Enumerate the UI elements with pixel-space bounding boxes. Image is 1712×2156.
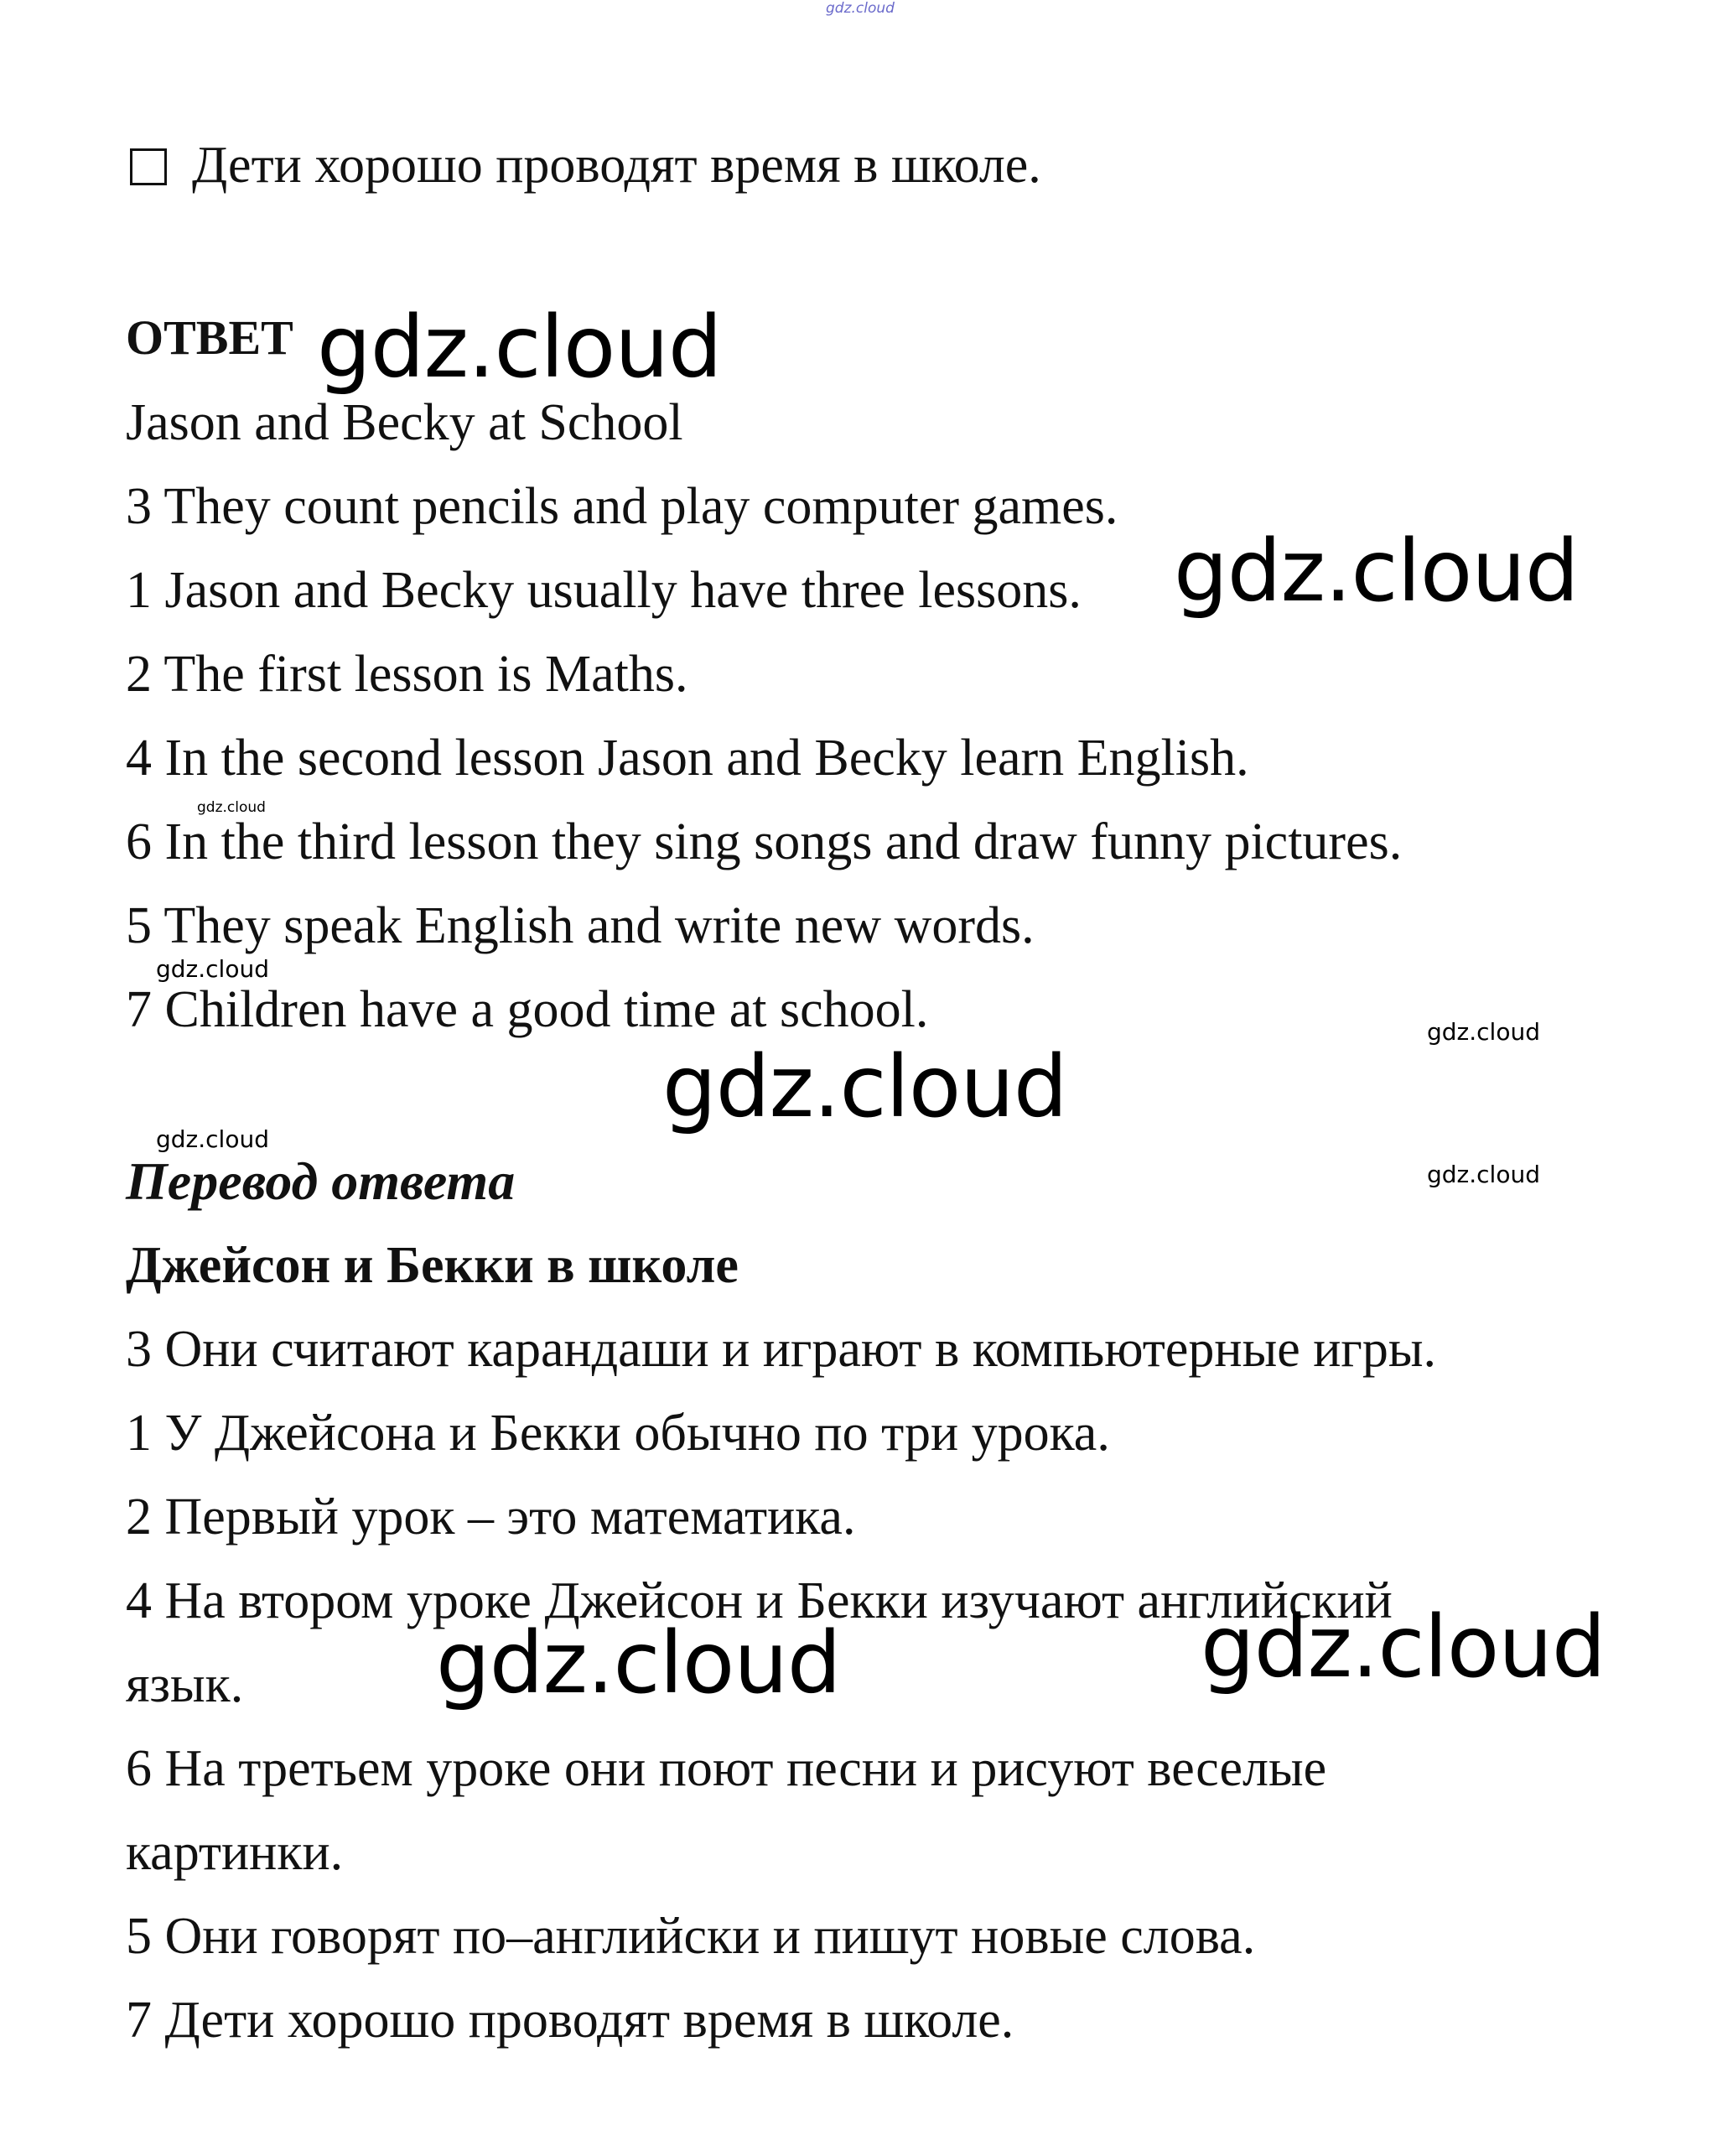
task-checkbox-line bbox=[130, 134, 1041, 196]
watermark-top: gdz.cloud bbox=[826, 0, 895, 17]
watermark-tiny: gdz.cloud bbox=[197, 799, 266, 816]
watermark-large: gdz.cloud bbox=[317, 298, 722, 397]
translation-line: картинки. bbox=[126, 1824, 344, 1881]
answer-line: 2 The first lesson is Maths. bbox=[126, 646, 688, 703]
answer-line: 5 They speak English and write new words. bbox=[126, 897, 1035, 954]
watermark-small: gdz.cloud bbox=[1427, 1018, 1540, 1046]
answer-heading: ОТВЕТ bbox=[126, 310, 293, 365]
translation-title: Джейсон и Бекки в школе bbox=[126, 1237, 739, 1294]
translation-line: 1 У Джейсона и Бекки обычно по три урока. bbox=[126, 1405, 1110, 1462]
watermark-small: gdz.cloud bbox=[156, 1125, 269, 1153]
watermark-large: gdz.cloud bbox=[1174, 522, 1579, 621]
translation-line: 7 Дети хорошо проводят время в школе. bbox=[126, 1992, 1014, 2049]
watermark-large: gdz.cloud bbox=[1201, 1598, 1606, 1697]
translation-line: 5 Они говорят по–английски и пишут новые слова. bbox=[126, 1908, 1256, 1965]
translation-heading: Перевод ответа bbox=[126, 1151, 516, 1211]
answer-title: Jason and Becky at School bbox=[126, 394, 683, 451]
watermark-small: gdz.cloud bbox=[156, 955, 269, 983]
answer-line: 7 Children have a good time at school. bbox=[126, 981, 929, 1038]
translation-line: 4 На втором уроке Джейсон и Бекки изучают английский bbox=[126, 1572, 1393, 1629]
checkbox-statement: Дети хорошо проводят время в школе. bbox=[192, 137, 1041, 194]
translation-line: 3 Они считают карандаши и играют в компьютерные игры. bbox=[126, 1321, 1437, 1378]
answer-line: 1 Jason and Becky usually have three lessons. bbox=[126, 562, 1082, 619]
answer-line: 6 In the third lesson they sing songs and draw funny pictures. bbox=[126, 813, 1403, 870]
answer-line: 4 In the second lesson Jason and Becky learn English. bbox=[126, 730, 1249, 787]
translation-line: 6 На третьем уроке они поют песни и рисуют веселые bbox=[126, 1740, 1327, 1797]
watermark-small: gdz.cloud bbox=[1427, 1161, 1540, 1188]
translation-line: язык. bbox=[126, 1656, 244, 1713]
watermark-large: gdz.cloud bbox=[662, 1037, 1067, 1137]
translation-line: 2 Первый урок – это математика. bbox=[126, 1488, 856, 1546]
watermark-large: gdz.cloud bbox=[436, 1613, 841, 1713]
checkbox-icon[interactable] bbox=[130, 148, 167, 185]
answer-line: 3 They count pencils and play computer games. bbox=[126, 478, 1118, 535]
